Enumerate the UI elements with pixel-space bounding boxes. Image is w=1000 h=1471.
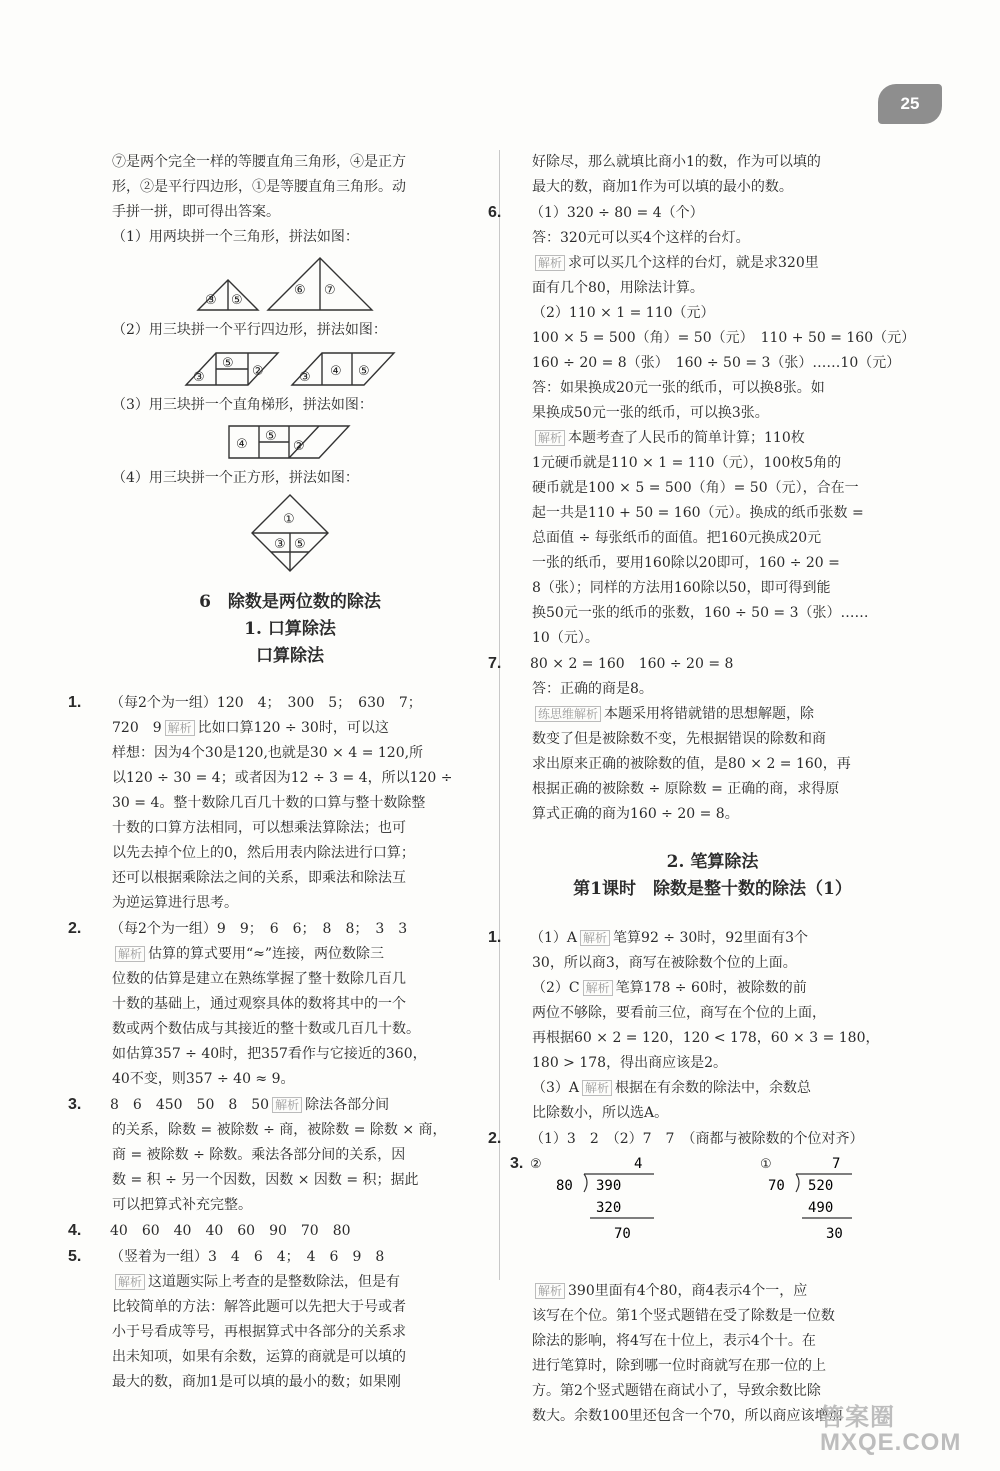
- analysis-line: 的关系，除数 = 被除数 ÷ 商，被除数 = 除数 × 商，: [112, 1122, 447, 1138]
- answer-line: 160 ÷ 20 = 8（张） 160 ÷ 50 = 3（张）……10（元）: [532, 355, 901, 371]
- answer-line: （竖着为一组）3 4 6 4； 4 6 9 8: [110, 1249, 385, 1265]
- analysis-line: 根据正确的被除数 ÷ 原除数 = 正确的商，求得原: [532, 781, 840, 797]
- label-b: ①: [760, 1157, 772, 1172]
- figure-triangles: [190, 252, 390, 316]
- product-b: 490: [808, 1200, 834, 1216]
- shape-label: ⑤: [294, 537, 306, 552]
- analysis-line: 硬币就是100 × 5 = 500（角）= 50（元），合在一: [532, 480, 859, 496]
- question-4: [68, 1218, 490, 1244]
- part-2-label: （2）用三块拼一个平行四边形，拼法如图：: [112, 322, 387, 338]
- analysis-line: 可以把算式补充完整。: [112, 1197, 252, 1213]
- analysis-tag: 解析: [580, 930, 610, 946]
- answer-line: （每2个为一组）9 9； 6 6； 8 8； 3 3: [110, 921, 408, 937]
- shape-label: ③: [299, 370, 311, 385]
- question-6: [488, 200, 916, 651]
- analysis-line: 以先去掉个位上的0，然后用表内除法进行口算；: [112, 845, 415, 861]
- analysis-line: 再根据60 × 2 = 120，120 < 178，60 × 3 = 180，: [532, 1030, 880, 1046]
- analysis-line: 如估算357 ÷ 40时，把357看作与它接近的360，: [112, 1046, 427, 1062]
- analysis-line: 以120 ÷ 30 = 4；或者因为12 ÷ 3 = 4，所以120 ÷: [112, 770, 453, 786]
- page-number: 25: [900, 94, 920, 113]
- watermark: 答案圈 MXQE.COM: [820, 1404, 962, 1456]
- part-3-label: （3）用三块拼一个直角梯形，拼法如图：: [112, 397, 373, 413]
- analysis-line: 比较简单的方法：解答此题可以先把大于号或者: [112, 1299, 406, 1315]
- analysis-line: 进行笔算时，除到哪一位时商就写在那一位的上: [532, 1358, 826, 1374]
- analysis-tag: 练思维解析: [535, 706, 601, 722]
- analysis-tag: 解析: [165, 720, 195, 736]
- analysis-line: 十数的口算方法相同，可以想乘法算除法；也可: [112, 820, 406, 836]
- lesson-title: 第1课时 除数是整十数的除法（1）: [573, 879, 852, 899]
- answer-line: 8 6 450 50 8 50: [110, 1097, 270, 1113]
- analysis-line: 数或两个数估成与其接近的整十数或几百几十数。: [112, 1021, 420, 1037]
- analysis-line: 40不变，则357 ÷ 40 ≈ 9。: [112, 1071, 295, 1087]
- product-a: 320: [596, 1200, 622, 1216]
- answer-line: 答：正确的商是8。: [532, 681, 653, 697]
- shape-label: ③: [205, 293, 217, 308]
- analysis-line: 1元硬币就是110 × 1 = 110（元），100枚5角的: [532, 455, 842, 471]
- analysis-line: 8（张）；同样的方法用160除以50，即可得到能: [532, 580, 831, 596]
- analysis-tag: 解析: [535, 255, 565, 271]
- analysis-line: 该写在个位。第1个竖式题错在受了除数是一位数: [532, 1308, 835, 1324]
- analysis-line: 求可以买几个这样的台灯，就是求320里: [568, 255, 819, 271]
- analysis-line: 笔算92 ÷ 30时，92里面有3个: [613, 930, 809, 946]
- answer-line: （1）320 ÷ 80 = 4（个）: [530, 205, 704, 221]
- analysis-line: 数 = 积 ÷ 另一个因数，因数 × 因数 = 积；据此: [112, 1172, 419, 1188]
- analysis-line: 本题采用将错就错的思想解题，除: [604, 706, 815, 722]
- shape-label: ⑤: [231, 293, 243, 308]
- section-title: 2. 笔算除法: [666, 852, 759, 872]
- shape-label: ②: [252, 364, 264, 379]
- intro-line: ⑦是两个完全一样的等腰直角三角形，④是正方: [112, 154, 406, 170]
- analysis-line: 数变了但是被除数不变，先根据错误的除数和商: [532, 731, 826, 747]
- analysis-line: 390里面有4个80，商4表示4个一，应: [568, 1283, 808, 1299]
- analysis-line: 换50元一张的纸币的张数，160 ÷ 50 = 3（张）……: [532, 605, 869, 621]
- analysis-line: 除法各部分间: [305, 1097, 390, 1113]
- analysis-line: 30 = 4。整十数除几百几十数的口算与整十数除整: [112, 795, 426, 811]
- answer-line: （1）A: [530, 930, 578, 946]
- analysis-line: 出未知项，如果有余数，运算的商就是可以填的: [112, 1349, 406, 1365]
- intro-line: 形，②是平行四边形，①是等腰直角三角形。动: [112, 179, 406, 195]
- analysis-line: 比除数小，所以选A。: [532, 1105, 669, 1121]
- section-title: 1. 口算除法: [244, 619, 336, 639]
- quotient-a: 4: [634, 1156, 643, 1172]
- shape-label: ⑦: [324, 283, 336, 298]
- exercise-2: [488, 1126, 915, 1152]
- analysis-line: 算式正确的商为160 ÷ 20 = 8。: [532, 806, 739, 822]
- answer-line: 答：320元可以买4个这样的台灯。: [532, 230, 750, 246]
- remainder-b: 30: [826, 1226, 843, 1242]
- question-number: 5.: [68, 1248, 82, 1265]
- question-number: 2.: [488, 1130, 502, 1147]
- analysis-line: 根据在有余数的除法中，余数总: [615, 1080, 812, 1096]
- analysis-line: 比如口算120 ÷ 30时，可以这: [197, 720, 389, 736]
- left-column: [68, 150, 490, 1395]
- analysis-line: 还可以根据乘除法之间的关系，即乘法和除法互: [112, 870, 406, 886]
- divisor-b: 70: [768, 1178, 785, 1194]
- chapter-title: 6 除数是两位数的除法: [199, 592, 381, 612]
- analysis-line: 笔算178 ÷ 60时，被除数的前: [615, 980, 807, 996]
- question-number: 2.: [68, 920, 82, 937]
- analysis-line: 十数的基础上，通过观察具体的数将其中的一个: [112, 996, 406, 1012]
- question-1: [68, 690, 490, 916]
- answer-line: （2）110 × 1 = 110（元）: [532, 305, 715, 321]
- part-1-label: （1）用两块拼一个三角形，拼法如图：: [112, 229, 359, 245]
- analysis-line: 小于号看成等号，再根据算式中各部分的关系求: [112, 1324, 406, 1340]
- analysis-line: 起一共是110 + 50 = 160（元）。换成的纸币张数 =: [532, 505, 864, 521]
- shape-label: ④: [236, 437, 248, 452]
- figure-trapezoid: [225, 420, 355, 464]
- dividend-a: 390: [596, 1178, 622, 1194]
- question-number: 7.: [488, 655, 502, 672]
- answer-line: （每2个为一组）120 4； 300 5； 630 7；: [110, 695, 422, 711]
- shape-label: ⑥: [294, 283, 306, 298]
- question-number: 3.: [68, 1096, 82, 1113]
- continued-line: 最大的数，商加1作为可以填的最小的数。: [532, 179, 793, 195]
- label-a: ②: [530, 1157, 542, 1172]
- answer-line: 40 60 40 40 60 90 70 80: [110, 1223, 351, 1239]
- analysis-tag: 解析: [583, 980, 613, 996]
- answer-line: 80 × 2 = 160 160 ÷ 20 = 8: [530, 656, 734, 672]
- analysis-line: 求出原来正确的被除数的值，是80 × 2 = 160，再: [532, 756, 851, 772]
- analysis-line: 位数的估算是建立在熟练掌握了整十数除几百几: [112, 971, 406, 987]
- question-number: 3.: [510, 1155, 524, 1172]
- shape-label: ①: [283, 512, 295, 527]
- question-number: 1.: [488, 929, 502, 946]
- analysis-line: 10（元）。: [532, 630, 599, 646]
- exercise-1: [488, 925, 915, 1126]
- page-number-badge: [878, 84, 942, 124]
- analysis-line: 面有几个80，用除法计算。: [532, 280, 704, 296]
- analysis-line: 为逆运算进行思考。: [112, 895, 238, 911]
- analysis-line: 这道题实际上考查的是整数除法，但是有: [148, 1274, 401, 1290]
- exercise-3: [510, 1152, 915, 1429]
- analysis-tag: 解析: [535, 1283, 565, 1299]
- dividend-b: 520: [808, 1178, 834, 1194]
- figure-square: [250, 493, 330, 573]
- answer-line: （1）3 2 （2）7 7 （商都与被除数的个位对齐）: [530, 1131, 864, 1147]
- analysis-line: 方。第2个竖式题错在商试小了，导致余数比除: [532, 1383, 821, 1399]
- analysis-line: 除法的影响，将4写在十位上，表示4个十。在: [532, 1333, 816, 1349]
- analysis-line: 本题考查了人民币的简单计算；110枚: [568, 430, 805, 446]
- shape-label: ②: [293, 439, 305, 454]
- divisor-a: 80: [556, 1178, 573, 1194]
- analysis-line: 一张的纸币，要用160除以20即可，160 ÷ 20 =: [532, 555, 840, 571]
- long-division-figure: [510, 1152, 915, 1270]
- shape-label: ⑤: [265, 429, 277, 444]
- question-5: [68, 1244, 490, 1395]
- right-column: [488, 150, 916, 1429]
- analysis-line: 估算的算式要用“≈”连接，两位数除三: [148, 946, 385, 962]
- analysis-line: 样想：因为4个30是120,也就是30 × 4 = 120,所: [112, 745, 424, 761]
- analysis-tag: 解析: [582, 1080, 612, 1096]
- analysis-line: 商 = 被除数 ÷ 除数。乘法各部分间的关系，因: [112, 1147, 406, 1163]
- analysis-line: 最大的数，商加1是可以填的最小的数；如果刚: [112, 1374, 401, 1390]
- answer-line: （3）A: [532, 1080, 580, 1096]
- question-number: 1.: [68, 694, 82, 711]
- answer-line: 720 9: [112, 720, 162, 736]
- shape-label: ③: [274, 537, 286, 552]
- shape-label: ③: [193, 370, 205, 385]
- answer-line: （2）C: [532, 980, 580, 996]
- quotient-b: 7: [832, 1156, 841, 1172]
- shape-label: ⑤: [222, 356, 234, 371]
- question-number: 4.: [68, 1222, 82, 1239]
- question-3: [68, 1092, 490, 1218]
- intro-line: 手拼一拼，即可得出答案。: [112, 204, 280, 220]
- answer-line: 100 × 5 = 500（角）= 50（元） 110 + 50 = 160（元）: [532, 330, 916, 346]
- analysis-line: 数大。余数100里还包含一个70，所以商应该增加: [532, 1408, 843, 1424]
- question-2: [68, 916, 490, 1092]
- analysis-tag: 解析: [115, 946, 145, 962]
- analysis-tag: 解析: [115, 1274, 145, 1290]
- question-7: [488, 651, 915, 827]
- analysis-tag: 解析: [535, 430, 565, 446]
- column-divider: [499, 150, 500, 1280]
- analysis-line: 两位不够除，要看前三位，商写在个位的上面，: [532, 1005, 826, 1021]
- analysis-tag: 解析: [272, 1097, 302, 1113]
- question-number: 6.: [488, 204, 502, 221]
- answer-line: 果换成50元一张的纸币，可以换3张。: [532, 405, 769, 421]
- figure-parallelograms: [180, 345, 400, 391]
- lesson-title: 口算除法: [256, 646, 324, 666]
- analysis-line: 总面值 ÷ 每张纸币的面值。把160元换成20元: [532, 530, 822, 546]
- answer-line: 答：如果换成20元一张的纸币，可以换8张。如: [532, 380, 825, 396]
- shape-label: ⑤: [358, 364, 370, 379]
- analysis-line: 180 > 178，得出商应该是2。: [532, 1055, 727, 1071]
- continued-line: 好除尽，那么就填比商小1的数，作为可以填的: [532, 154, 821, 170]
- analysis-line: 30，所以商3，商写在被除数个位的上面。: [532, 955, 797, 971]
- shape-label: ④: [330, 364, 342, 379]
- remainder-a: 70: [614, 1226, 631, 1242]
- part-4-label: （4）用三块拼一个正方形，拼法如图：: [112, 470, 359, 486]
